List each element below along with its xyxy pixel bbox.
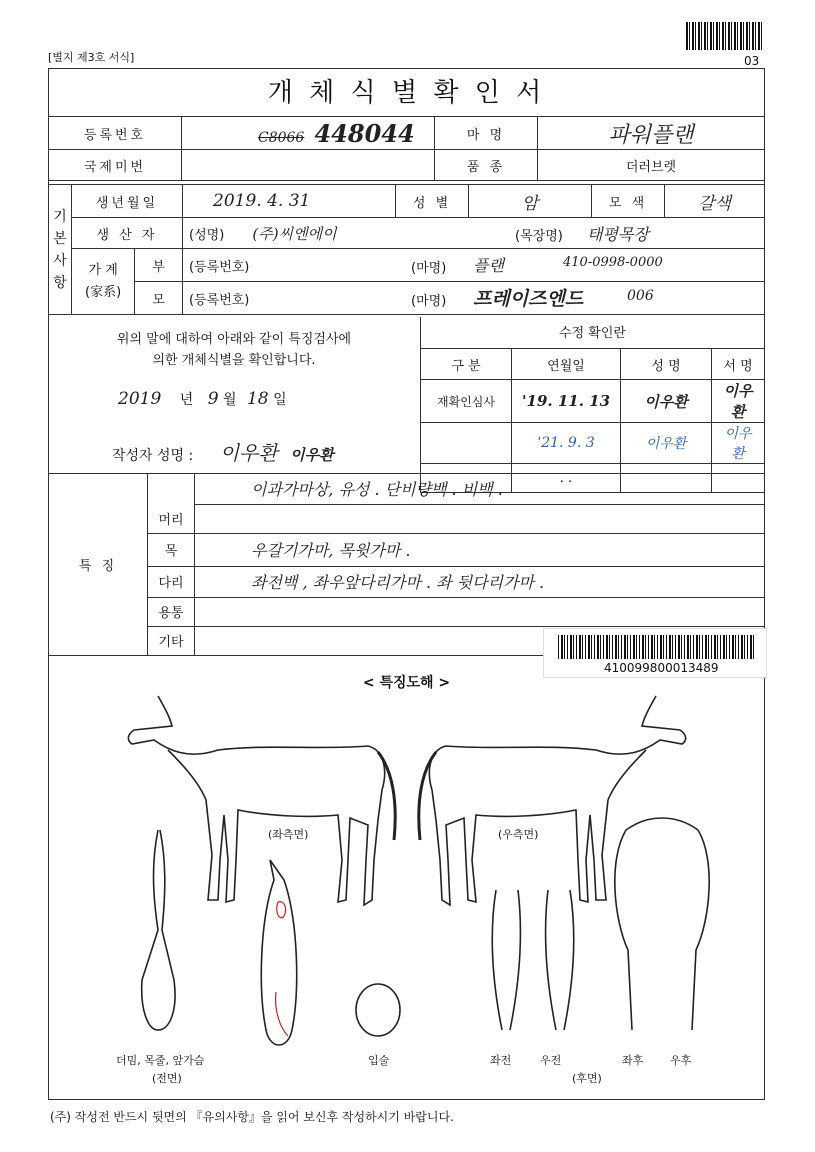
revision-header-date: 연월일 bbox=[512, 349, 621, 380]
label-rear-sub: (후면) bbox=[572, 1072, 602, 1085]
basic-section-text: 기 본 사 항 bbox=[53, 208, 67, 291]
family-hanja: (家系) bbox=[85, 284, 122, 300]
diagram-title: < 특징도해 > bbox=[362, 675, 451, 691]
neck-label: 목 bbox=[148, 533, 195, 566]
sire-name-value: 플랜 bbox=[473, 256, 504, 275]
birth-label: 생년월일 bbox=[72, 185, 183, 218]
barcode-sticker bbox=[543, 628, 767, 678]
barcode-number: 410099800013489 bbox=[604, 661, 719, 675]
statement-line1: 위의 말에 대하여 아래와 같이 특징검사에 bbox=[116, 332, 352, 347]
features-section-label: 특 징 bbox=[49, 474, 148, 656]
table-row bbox=[421, 380, 765, 423]
horse-lips bbox=[356, 984, 400, 1036]
head-value-text: 이과가마상, 유성 . 단비량백 . 비백 . bbox=[251, 480, 503, 500]
birth-value-text: 2019. 4. 31 bbox=[213, 191, 311, 211]
head-label: 머리 bbox=[148, 504, 195, 533]
dam-cell bbox=[183, 282, 765, 315]
sire-name-label: (마명) bbox=[411, 261, 447, 276]
horse-head-front bbox=[261, 860, 296, 1045]
birth-value bbox=[183, 185, 396, 218]
revision-date: '19. 11. 13 bbox=[512, 380, 621, 423]
top-info-table bbox=[48, 116, 765, 181]
basic-info-table bbox=[48, 184, 765, 315]
confirm-date bbox=[118, 389, 287, 409]
legs-value-text: 좌전백 , 좌우앞다리가마 . 좌 뒷다리가마 . bbox=[251, 573, 545, 592]
dam-reg-value: 006 bbox=[627, 288, 654, 304]
date-year: 2019 bbox=[118, 389, 162, 409]
revision-kind bbox=[421, 423, 512, 464]
whorl-label: 용통 bbox=[148, 597, 195, 626]
label-left-front: 좌전 bbox=[490, 1054, 512, 1067]
red-mark-forehead bbox=[277, 902, 286, 918]
revision-title: 수정 확인란 bbox=[559, 326, 626, 341]
horse-name-label: 마 명 bbox=[435, 117, 538, 150]
horse-left-side bbox=[128, 696, 384, 905]
farm-label: (목장명) bbox=[515, 229, 563, 244]
label-right-side: (우측면) bbox=[498, 828, 539, 841]
label-front-caption: 더밈, 목줄, 앞가슴 bbox=[116, 1054, 205, 1067]
family-label: 가 계 bbox=[88, 262, 118, 278]
revision-header-sign: 서 명 bbox=[712, 349, 765, 380]
color-label: 모 색 bbox=[592, 185, 665, 218]
sex-value: 암 bbox=[469, 185, 592, 218]
neck-value-text: 우갈기가마, 목윗가마 . bbox=[251, 541, 411, 560]
sex-label: 성 별 bbox=[396, 185, 469, 218]
diagram-drawings bbox=[48, 690, 765, 1090]
intl-no-value bbox=[182, 150, 435, 181]
color-value: 갈색 bbox=[665, 185, 765, 218]
legs-label: 다리 bbox=[148, 566, 195, 597]
top-barcode bbox=[686, 22, 764, 50]
sire-reg-value: 410-0998-0000 bbox=[563, 255, 663, 270]
label-left-side: (좌측면) bbox=[268, 828, 309, 841]
revision-table bbox=[420, 348, 765, 493]
month-label: 월 bbox=[222, 392, 237, 408]
date-day: 18 bbox=[246, 389, 269, 409]
date-month: 9 bbox=[207, 389, 219, 409]
family-label-cell bbox=[72, 249, 135, 315]
breeder-name-value: (주)씨엔에이 bbox=[252, 224, 337, 243]
dam-name-value: 프레이즈엔드 bbox=[473, 288, 584, 310]
label-right-front: 우전 bbox=[540, 1054, 562, 1067]
breed-label: 품 종 bbox=[435, 150, 538, 181]
breeder-cell bbox=[183, 218, 765, 249]
horse-neck-front bbox=[142, 830, 175, 1030]
reg-no-cell bbox=[182, 117, 435, 150]
label-front-sub: (전면) bbox=[152, 1072, 182, 1085]
sire-cell bbox=[183, 249, 765, 282]
table-row bbox=[421, 423, 765, 464]
label-left-hind: 좌후 bbox=[622, 1054, 644, 1067]
head-value bbox=[195, 474, 765, 505]
revision-date: '21. 9. 3 bbox=[512, 423, 621, 464]
sire-label: 부 bbox=[135, 249, 183, 282]
confirm-statement bbox=[48, 329, 420, 371]
dam-name-label: (마명) bbox=[411, 294, 447, 309]
footer-note: (주) 작성전 반드시 뒷면의 『유의사항』을 읽어 보신후 작성하시기 바랍니다. bbox=[50, 1110, 454, 1124]
reg-no-value: 448044 bbox=[314, 118, 415, 148]
red-mark-nose bbox=[276, 992, 288, 1036]
statement-line2: 의한 개체식별을 확인합니다. bbox=[152, 353, 316, 368]
sire-reg-label: (등록번호) bbox=[189, 259, 250, 275]
breeder-label: 생 산 자 bbox=[72, 218, 183, 249]
legs-value bbox=[195, 566, 765, 597]
intl-no-label: 국제미번 bbox=[49, 150, 182, 181]
basic-section-label bbox=[49, 185, 72, 315]
neck-value bbox=[195, 533, 765, 566]
revision-name: 이우환 bbox=[621, 423, 712, 464]
reg-no-label: 등록번호 bbox=[49, 117, 182, 150]
revision-sign: 이우환 bbox=[712, 380, 765, 423]
breeder-name-label: (성명) bbox=[189, 227, 225, 243]
horse-right-side bbox=[429, 696, 685, 905]
document-title: 개 체 식 별 확 인 서 bbox=[267, 78, 546, 108]
page-number: 03 bbox=[744, 54, 760, 68]
dam-label: 모 bbox=[135, 282, 183, 315]
barcode-bars bbox=[558, 635, 754, 659]
head-label-top bbox=[148, 474, 195, 505]
author-signature: 이우환 bbox=[290, 446, 334, 464]
head-extra bbox=[195, 504, 765, 533]
horse-name-value: 파워플랜 bbox=[538, 117, 765, 150]
revision-date: . . bbox=[512, 464, 621, 493]
confirm-panel bbox=[48, 317, 421, 473]
revision-name: 이우환 bbox=[621, 380, 712, 423]
year-label: 년 bbox=[179, 392, 194, 408]
label-right-hind: 우후 bbox=[670, 1054, 692, 1067]
form-label: [별지 제3호 서식] bbox=[48, 51, 135, 64]
revision-header-name: 성 명 bbox=[621, 349, 712, 380]
etc-label: 기타 bbox=[148, 626, 195, 655]
author-row bbox=[112, 437, 334, 466]
horse-front-legs bbox=[492, 890, 574, 1030]
author-value: 이우환 bbox=[219, 441, 278, 465]
horse-rear-view bbox=[615, 818, 709, 1030]
author-label: 작성자 성명 : bbox=[112, 448, 194, 464]
revision-kind: 재확인심사 bbox=[421, 380, 512, 423]
revision-header-kind: 구 분 bbox=[421, 349, 512, 380]
dam-reg-label: (등록번호) bbox=[189, 292, 250, 308]
label-lips: 입술 bbox=[368, 1054, 390, 1067]
revision-sign: 이우환 bbox=[712, 423, 765, 464]
whorl-value bbox=[195, 597, 765, 626]
day-label: 일 bbox=[273, 392, 287, 408]
breed-value: 더러브렛 bbox=[538, 150, 765, 181]
farm-value: 태평목장 bbox=[587, 225, 649, 244]
reg-no-struck: C8066 bbox=[258, 129, 305, 146]
